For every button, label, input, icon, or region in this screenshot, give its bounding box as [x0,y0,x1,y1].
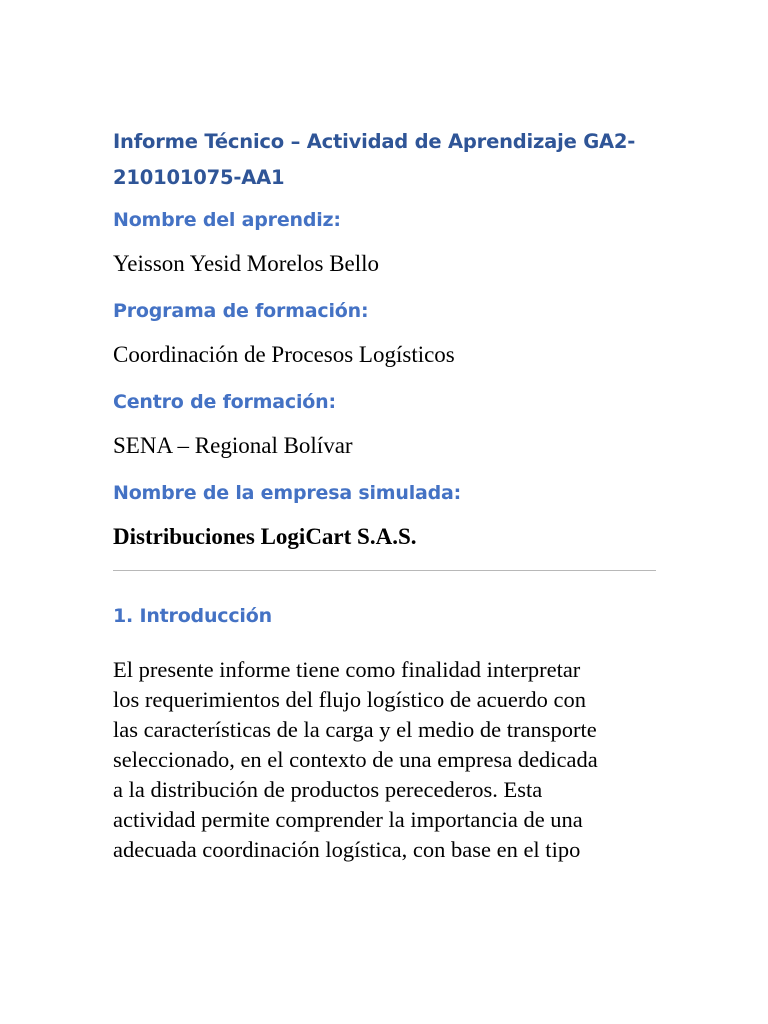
field-label-apprentice-name: Nombre del aprendiz: [113,209,341,231]
section-heading-introduction: 1. Introducción [113,605,272,627]
introduction-line: las características de la carga y el medio de transporte [113,717,597,742]
document-title-line-2: 210101075-AA1 [113,166,285,189]
document-title-line-1: Informe Técnico – Actividad de Aprendizaje GA2- [113,130,636,153]
field-label-training-program: Programa de formación: [113,300,369,322]
introduction-line: El presente informe tiene como finalidad interpretar [113,657,581,682]
introduction-line: seleccionado, en el contexto de una empresa dedicada [113,747,598,772]
horizontal-divider [113,570,656,571]
introduction-line: actividad permite comprender la importancia de una [113,807,583,832]
field-label-training-center: Centro de formación: [113,391,336,413]
field-value-apprentice-name: Yeisson Yesid Morelos Bello [113,251,380,276]
introduction-line: a la distribución de productos perecederos. Esta [113,777,543,802]
field-label-company-name: Nombre de la empresa simulada: [113,482,462,504]
introduction-paragraph [113,655,658,865]
document-title [113,124,658,196]
introduction-line: los requerimientos del flujo logístico de acuerdo con [113,687,586,712]
document-page [113,124,658,865]
field-value-training-center: SENA – Regional Bolívar [113,433,353,458]
introduction-line: adecuada coordinación logística, con base en el tipo [113,837,581,862]
field-value-training-program: Coordinación de Procesos Logísticos [113,342,455,367]
field-value-company-name: Distribuciones LogiCart S.A.S. [113,524,417,549]
